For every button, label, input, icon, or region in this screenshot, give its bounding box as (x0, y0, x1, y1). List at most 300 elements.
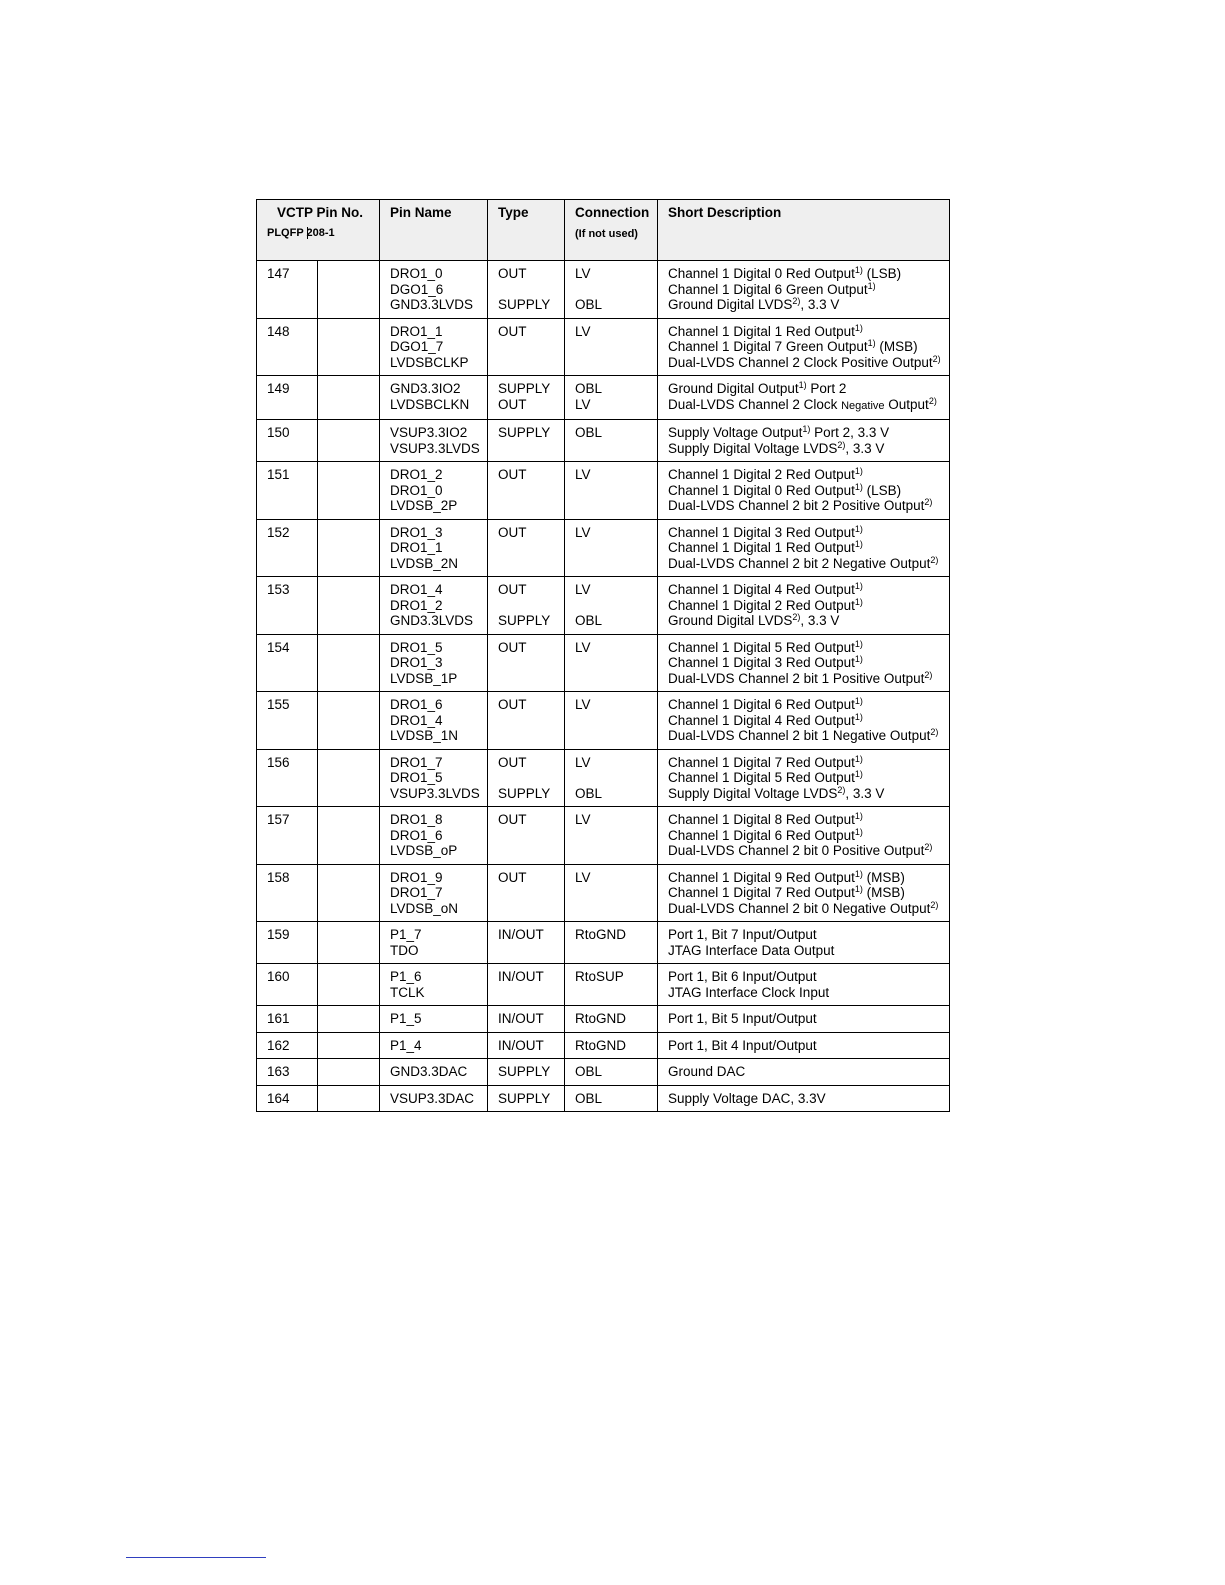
description-text: Channel 1 Digital 2 Red Output (668, 467, 855, 482)
pin-name-cell (380, 1085, 488, 1112)
pin-type: IN/OUT (498, 927, 544, 942)
pin-name: DRO1_3 (390, 524, 443, 540)
pin-number-cell (257, 1059, 318, 1086)
pin-connection: RtoGND (575, 1011, 627, 1026)
package-cell (318, 1085, 380, 1112)
pin-name: LVDSBCLKP (390, 354, 469, 370)
description-cell (658, 519, 950, 577)
pin-type: OUT (498, 323, 527, 339)
pin-type (498, 843, 554, 859)
pin-connection: RtoGND (575, 927, 627, 942)
pin-name: P1_6 (390, 969, 422, 984)
pin-type (498, 885, 554, 901)
table-row (257, 807, 950, 865)
pin-name: TDO (390, 942, 419, 958)
pin-name: TCLK (390, 984, 425, 1000)
pin-name: DRO1_7 (390, 885, 443, 900)
pin-number: 153 (267, 582, 290, 597)
description-text: Dual-LVDS Channel 2 Clock Positive Output (668, 354, 933, 370)
pin-name: GND3.3IO2 (390, 381, 461, 396)
description-text: Channel 1 Digital 0 Red Output (668, 266, 855, 281)
footnote-ref: 1) (854, 696, 863, 706)
description-line (668, 969, 939, 985)
pin-connection (575, 885, 647, 901)
description-line (668, 483, 939, 499)
pin-name: LVDSBCLKN (390, 396, 470, 412)
description-text: Channel 1 Digital 3 Red Output (668, 655, 855, 670)
description-text: Channel 1 Digital 6 Red Output (668, 827, 855, 843)
description-text: Supply Digital Voltage LVDS (668, 440, 838, 456)
pin-number: 163 (267, 1064, 290, 1079)
pin-connection (575, 282, 647, 298)
footnote-ref: 1) (798, 380, 807, 390)
footnote-ref: 1) (854, 654, 863, 664)
description-line (668, 812, 939, 828)
pin-connection (575, 556, 647, 572)
description-suffix: , 3.3 V (845, 440, 885, 456)
pin-number-cell (257, 462, 318, 520)
pin-connection: RtoSUP (575, 969, 624, 984)
description-text: Ground Digital LVDS (668, 297, 793, 312)
pin-connection (575, 540, 647, 556)
pin-number-cell (257, 1085, 318, 1112)
pin-connection: LV (575, 869, 591, 885)
description-line (668, 770, 939, 786)
footnote-ref: 1) (867, 280, 876, 291)
package-cell (318, 864, 380, 922)
pin-connection: LV (575, 754, 591, 770)
pin-connection: RtoGND (575, 1037, 627, 1053)
pin-name-cell (380, 922, 488, 964)
description-suffix: Port 2 (806, 381, 847, 396)
pin-connection-cell (565, 577, 658, 635)
description-text: Supply Digital Voltage LVDS (668, 785, 838, 801)
description-line (668, 828, 939, 844)
footnote-ref: 2) (792, 296, 801, 306)
pin-name-cell (380, 462, 488, 520)
pin-name: LVDSB_2P (390, 498, 458, 513)
description-text: Dual-LVDS Channel 2 bit 1 Negative Output (668, 728, 931, 743)
pin-connection-cell (565, 864, 658, 922)
description-line (668, 943, 939, 959)
description-cell (658, 634, 950, 692)
pin-connection (575, 843, 647, 859)
pin-type: OUT (498, 396, 527, 412)
pin-name-cell (380, 261, 488, 319)
pin-type-cell (488, 807, 565, 865)
pin-name-cell (380, 749, 488, 807)
pin-type: SUPPLY (498, 613, 551, 628)
pin-connection: LV (575, 639, 591, 655)
description-text: Ground Digital LVDS (668, 613, 793, 628)
pin-name-cell (380, 519, 488, 577)
description-text: Channel 1 Digital 8 Red Output (668, 812, 855, 827)
description-line (668, 355, 939, 371)
pin-number: 154 (267, 639, 290, 655)
pin-connection: OBL (575, 381, 603, 396)
pin-number: 148 (267, 323, 290, 339)
pin-name-cell (380, 1059, 488, 1086)
pin-number-cell (257, 692, 318, 750)
pin-type: OUT (498, 697, 527, 712)
pin-name: DRO1_2 (390, 467, 443, 482)
pin-number-cell (257, 318, 318, 376)
pin-number: 157 (267, 812, 290, 827)
pin-connection (575, 671, 647, 687)
pin-type (498, 282, 554, 298)
package-cell (318, 964, 380, 1006)
pin-type (498, 985, 554, 1001)
pin-name: DRO1_6 (390, 697, 443, 712)
description-line (668, 843, 939, 859)
pin-connection: OBL (575, 613, 603, 628)
header-pin-no (257, 200, 380, 261)
pin-name: VSUP3.3LVDS (390, 785, 480, 801)
description-text: Supply Voltage DAC, 3.3V (668, 1090, 826, 1106)
pin-type (498, 728, 554, 744)
package-cell (318, 922, 380, 964)
pin-number-cell (257, 577, 318, 635)
description-text: Dual-LVDS Channel 2 bit 2 Positive Output (668, 498, 925, 513)
pin-name: LVDSB_2N (390, 555, 459, 571)
pin-type (498, 770, 554, 786)
pin-connection (575, 943, 647, 959)
description-line (668, 885, 939, 901)
pin-name: DRO1_5 (390, 639, 443, 655)
description-text: Dual-LVDS Channel 2 bit 2 Negative Output (668, 555, 931, 571)
footnote-rule (126, 1557, 266, 1558)
pin-connection (575, 985, 647, 1001)
description-cell (658, 261, 950, 319)
pin-number-cell (257, 922, 318, 964)
description-line (668, 582, 939, 598)
pin-connection-cell (565, 318, 658, 376)
footnote-ref: 1) (854, 581, 863, 591)
description-text: Output (884, 396, 929, 412)
pin-name-cell (380, 864, 488, 922)
description-text: Dual-LVDS Channel 2 Clock (668, 396, 842, 412)
footnote-ref: 1) (854, 638, 863, 649)
description-text: Channel 1 Digital 9 Red Output (668, 869, 855, 885)
description-line (668, 1091, 939, 1107)
pin-connection (575, 355, 647, 371)
pin-number-cell (257, 964, 318, 1006)
pin-type: SUPPLY (498, 785, 551, 801)
description-line (668, 397, 939, 415)
pin-connection-cell (565, 922, 658, 964)
pin-connection: OBL (575, 1090, 603, 1106)
footnote-ref: 1) (854, 811, 863, 821)
pin-connection-cell (565, 420, 658, 462)
description-line (668, 1011, 939, 1027)
pin-name: DRO1_0 (390, 482, 443, 498)
pin-type-cell (488, 1059, 565, 1086)
description-text: Dual-LVDS Channel 2 bit 1 Positive Output (668, 670, 925, 686)
description-line (668, 498, 939, 514)
footnote-ref: 1) (854, 753, 863, 764)
footnote-ref: 1) (854, 481, 863, 492)
pin-number: 149 (267, 381, 290, 396)
description-cell (658, 577, 950, 635)
pin-type (498, 355, 554, 371)
description-text: Channel 1 Digital 4 Red Output (668, 582, 855, 597)
pin-connection: LV (575, 582, 591, 597)
pin-type-cell (488, 864, 565, 922)
description-cell (658, 864, 950, 922)
footnote-ref: 2) (837, 784, 846, 795)
pin-connection: OBL (575, 1064, 603, 1079)
pin-type: IN/OUT (498, 1037, 544, 1053)
pin-type (498, 498, 554, 514)
pin-type: SUPPLY (498, 425, 551, 440)
description-text: Port 1, Bit 6 Input/Output (668, 969, 817, 984)
pin-type (498, 441, 554, 457)
footnote-ref: 2) (930, 899, 939, 910)
pin-connection (575, 713, 647, 729)
description-text: Channel 1 Digital 5 Red Output (668, 639, 855, 655)
description-text: Dual-LVDS Channel 2 bit 0 Positive Output (668, 843, 925, 858)
description-line (668, 525, 939, 541)
package-cell (318, 462, 380, 520)
pin-name: DRO1_4 (390, 712, 443, 728)
pin-type (498, 671, 554, 687)
pin-type-cell (488, 577, 565, 635)
table-row (257, 1085, 950, 1112)
description-cell (658, 376, 950, 420)
description-text: JTAG Interface Data Output (668, 942, 835, 958)
pin-type: IN/OUT (498, 969, 544, 984)
pin-number-cell (257, 864, 318, 922)
footnote-ref: 1) (854, 523, 863, 534)
pin-type-cell (488, 749, 565, 807)
description-line (668, 755, 939, 771)
pin-number: 164 (267, 1090, 290, 1106)
pin-number-cell (257, 376, 318, 420)
pin-type-cell (488, 692, 565, 750)
pin-connection-cell (565, 376, 658, 420)
description-suffix: , 3.3 V (845, 785, 885, 801)
pin-type: OUT (498, 467, 527, 482)
header-connection-label: Connection (575, 205, 650, 220)
description-cell (658, 922, 950, 964)
footnote-ref: 2) (930, 727, 939, 737)
pin-type: OUT (498, 582, 527, 597)
pin-type (498, 540, 554, 556)
pin-type: OUT (498, 812, 527, 827)
description-line (668, 901, 939, 917)
pin-name: DRO1_1 (390, 540, 443, 555)
description-line (668, 927, 939, 943)
description-line (668, 266, 939, 282)
footnote-ref: 1) (854, 466, 863, 476)
description-cell (658, 420, 950, 462)
pin-connection-cell (565, 634, 658, 692)
pin-number: 156 (267, 754, 290, 770)
header-type: Type (488, 200, 565, 261)
pin-connection (575, 655, 647, 671)
pin-connection: OBL (575, 425, 603, 440)
pin-type-cell (488, 420, 565, 462)
pin-number: 158 (267, 869, 290, 885)
description-text: Channel 1 Digital 0 Red Output (668, 482, 855, 498)
pin-name-cell (380, 1032, 488, 1059)
footnote-ref: 2) (930, 554, 939, 565)
package-cell (318, 420, 380, 462)
pin-type: OUT (498, 266, 527, 281)
pin-connection-cell (565, 1032, 658, 1059)
header-pin-no-label: VCTP Pin No. (277, 205, 364, 220)
description-cell (658, 749, 950, 807)
pin-name: GND3.3DAC (390, 1064, 468, 1079)
pin-number: 161 (267, 1011, 290, 1026)
pin-name: DGO1_7 (390, 339, 444, 354)
description-text: Channel 1 Digital 1 Red Output (668, 323, 855, 339)
table-row (257, 1006, 950, 1033)
package-cell (318, 519, 380, 577)
pin-number: 159 (267, 927, 290, 942)
pin-connection-cell (565, 1059, 658, 1086)
pin-connection: LV (575, 396, 591, 412)
description-text: JTAG Interface Clock Input (668, 984, 830, 1000)
pin-type (498, 943, 554, 959)
pin-type-cell (488, 462, 565, 520)
pin-number-cell (257, 261, 318, 319)
package-cell (318, 1032, 380, 1059)
footnote-ref: 1) (854, 322, 863, 333)
pin-type: SUPPLY (498, 381, 551, 396)
description-suffix: (MSB) (875, 339, 918, 354)
description-text: Channel 1 Digital 6 Red Output (668, 697, 855, 712)
description-line (668, 282, 939, 298)
description-cell (658, 462, 950, 520)
pin-number-cell (257, 420, 318, 462)
pin-name-cell (380, 420, 488, 462)
description-line (668, 728, 939, 744)
pin-name: P1_4 (390, 1037, 422, 1053)
package-cell (318, 807, 380, 865)
pin-number: 152 (267, 524, 290, 540)
pin-connection (575, 339, 647, 355)
description-line (668, 870, 939, 886)
table-row (257, 922, 950, 964)
header-pin-name: Pin Name (380, 200, 488, 261)
description-text: Port 1, Bit 5 Input/Output (668, 1011, 817, 1026)
pin-connection (575, 483, 647, 499)
pin-type-cell (488, 1085, 565, 1112)
pin-name: LVDSB_1N (390, 728, 459, 743)
description-line (668, 613, 939, 629)
pin-name: DRO1_5 (390, 770, 443, 785)
package-cell (318, 1059, 380, 1086)
pin-name: DRO1_3 (390, 655, 443, 670)
description-line (668, 697, 939, 713)
pin-name: DRO1_8 (390, 812, 443, 827)
table-row (257, 864, 950, 922)
pin-connection: LV (575, 467, 591, 482)
pin-connection-cell (565, 261, 658, 319)
table-row (257, 261, 950, 319)
pin-name: GND3.3LVDS (390, 613, 474, 628)
description-line (668, 297, 939, 313)
package-cell (318, 261, 380, 319)
description-text: Supply Voltage Output (668, 425, 803, 440)
description-cell (658, 692, 950, 750)
pin-type (498, 483, 554, 499)
description-line (668, 540, 939, 556)
table-row (257, 462, 950, 520)
pin-connection: OBL (575, 297, 603, 312)
description-suffix: , 3.3 V (800, 297, 840, 312)
footnote-ref: 1) (854, 711, 863, 722)
footnote-ref: 2) (837, 439, 846, 450)
pin-number: 151 (267, 467, 290, 482)
pin-description-table (256, 199, 950, 1112)
pin-type: OUT (498, 524, 527, 540)
pin-number-cell (257, 807, 318, 865)
description-text: Channel 1 Digital 6 Green Output (668, 281, 868, 297)
table-row (257, 376, 950, 420)
pin-name: P1_7 (390, 927, 422, 942)
header-description: Short Description (658, 200, 950, 261)
description-suffix: , 3.3 V (800, 613, 840, 628)
header-connection (565, 200, 658, 261)
pin-type: OUT (498, 754, 527, 770)
pin-type (498, 713, 554, 729)
footnote-ref: 2) (792, 612, 801, 622)
table-row (257, 577, 950, 635)
footnote-ref: 1) (854, 539, 863, 549)
pin-connection-cell (565, 807, 658, 865)
pin-type: OUT (498, 639, 527, 655)
pin-name: DRO1_7 (390, 754, 443, 770)
pin-name-cell (380, 376, 488, 420)
description-text: Channel 1 Digital 2 Red Output (668, 597, 855, 613)
package-cell (318, 1006, 380, 1033)
description-suffix: (MSB) (862, 869, 905, 885)
pin-name-cell (380, 692, 488, 750)
package-cell (318, 577, 380, 635)
pin-name-cell (380, 1006, 488, 1033)
pin-name-cell (380, 318, 488, 376)
pin-name-cell (380, 807, 488, 865)
pin-name-cell (380, 964, 488, 1006)
description-cell (658, 1006, 950, 1033)
description-text-small: Negative (841, 399, 885, 412)
description-line (668, 556, 939, 572)
description-text: Channel 1 Digital 3 Red Output (668, 524, 855, 540)
pin-name: VSUP3.3LVDS (390, 440, 480, 456)
footnote-ref: 2) (924, 497, 933, 507)
pin-connection (575, 728, 647, 744)
pin-name: P1_5 (390, 1011, 422, 1026)
pin-type (498, 598, 554, 614)
description-suffix: (LSB) (862, 266, 902, 281)
pin-name: DRO1_0 (390, 266, 443, 281)
pin-number-cell (257, 1006, 318, 1033)
pin-type (498, 339, 554, 355)
pin-connection-cell (565, 1085, 658, 1112)
description-cell (658, 964, 950, 1006)
pin-type-cell (488, 318, 565, 376)
description-line (668, 1064, 939, 1080)
pin-type-cell (488, 634, 565, 692)
description-cell (658, 1032, 950, 1059)
description-text: Channel 1 Digital 7 Green Output (668, 339, 868, 354)
pin-connection-cell (565, 1006, 658, 1033)
description-line (668, 985, 939, 1001)
footnote-ref: 1) (854, 596, 863, 607)
description-line (668, 640, 939, 656)
